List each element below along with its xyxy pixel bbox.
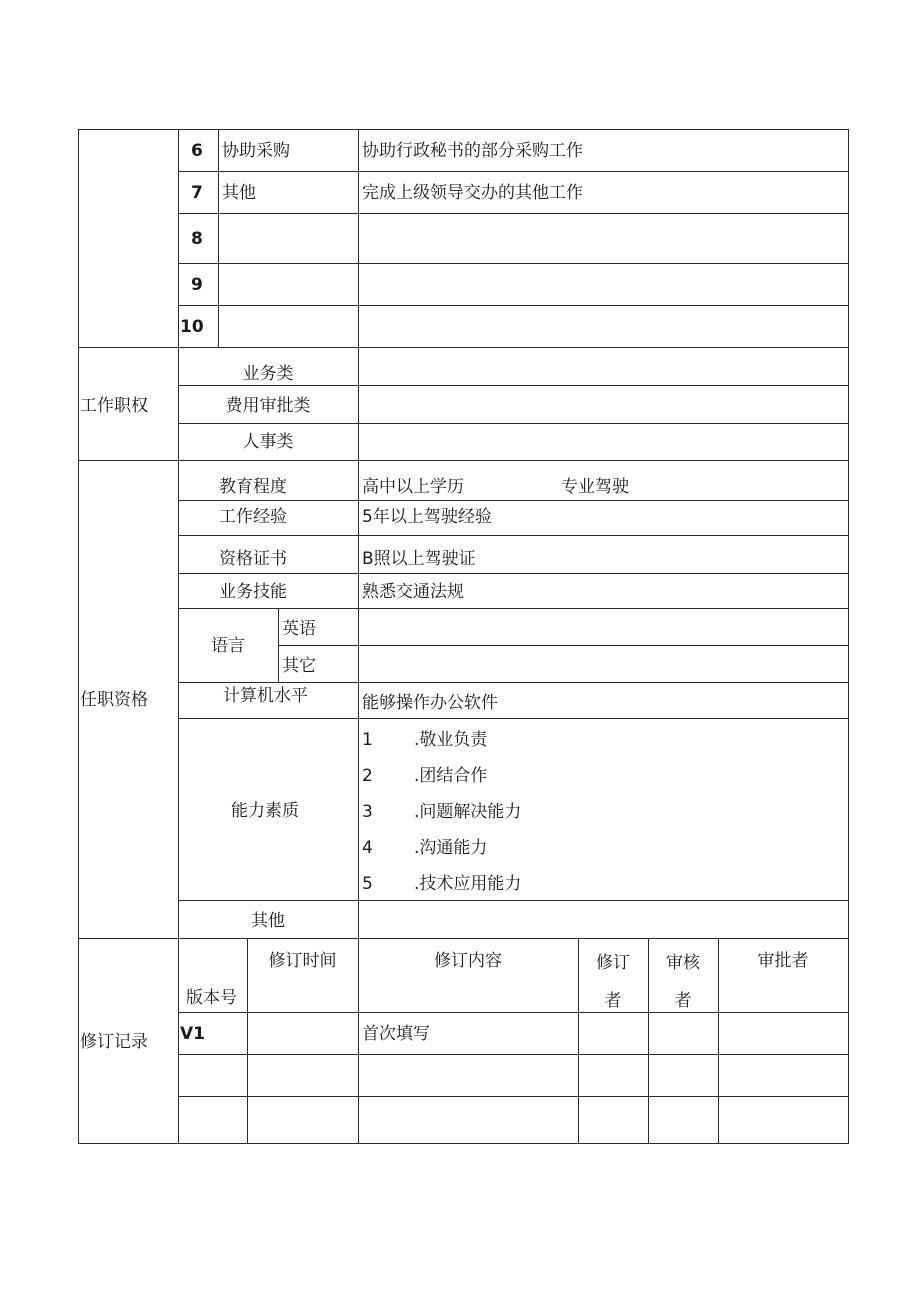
experience-label: 工作经验: [219, 507, 287, 527]
experience-value: 5年以上驾驶经验: [362, 507, 492, 527]
revision-header-version: 版本号: [186, 988, 237, 1008]
ability-number: 1: [362, 730, 373, 750]
major-value: 专业驾驶: [561, 477, 629, 497]
ability-text: .敬业负责: [414, 730, 488, 750]
computer-value: 能够操作办公软件: [362, 693, 498, 713]
qualification-section-label: 任职资格: [80, 690, 148, 710]
education-value: 高中以上学历: [362, 477, 464, 497]
revision-header-time: 修订时间: [268, 951, 337, 971]
duty-number: 8: [191, 229, 203, 249]
ability-text: .技术应用能力: [414, 874, 522, 894]
revision-header-reviser-2: 者: [604, 991, 622, 1011]
ability-number: 4: [362, 838, 373, 858]
ability-label: 能力素质: [231, 801, 299, 821]
duty-number: 6: [191, 141, 203, 161]
other-language-label: 其它: [282, 656, 316, 676]
english-label: 英语: [282, 619, 316, 639]
duty-name: 其他: [222, 183, 256, 203]
duty-number: 7: [191, 183, 203, 203]
ability-text: .沟通能力: [414, 838, 488, 858]
authority-personnel-label: 人事类: [242, 432, 294, 452]
revision-header-approver: 审批者: [757, 951, 809, 971]
skills-label: 业务技能: [219, 582, 287, 602]
authority-section-label: 工作职权: [80, 396, 148, 416]
authority-business-label: 业务类: [242, 364, 294, 384]
duty-number: 10: [180, 317, 204, 337]
ability-text: .团结合作: [414, 766, 488, 786]
duty-name: 协助采购: [222, 141, 290, 161]
authority-expense-label: 费用审批类: [225, 396, 311, 416]
revision-header-reviser: 修订: [596, 953, 630, 973]
ability-text: .问题解决能力: [414, 802, 522, 822]
revision-content: 首次填写: [362, 1024, 430, 1044]
duty-number: 9: [191, 275, 203, 295]
revision-header-reviewer: 审核: [666, 953, 700, 973]
certificate-label: 资格证书: [219, 549, 287, 569]
revision-header-content: 修订内容: [434, 951, 502, 971]
qualification-other-label: 其他: [251, 911, 285, 931]
language-label: 语言: [211, 636, 245, 656]
duty-description: 完成上级领导交办的其他工作: [362, 183, 583, 203]
ability-number: 5: [362, 874, 373, 894]
ability-number: 3: [362, 802, 373, 822]
revision-header-reviewer-2: 者: [674, 991, 692, 1011]
certificate-value: B照以上驾驶证: [362, 549, 476, 569]
ability-number: 2: [362, 766, 373, 786]
computer-label: 计算机水平: [223, 686, 308, 706]
duty-description: 协助行政秘书的部分采购工作: [362, 141, 583, 161]
revision-section-label: 修订记录: [80, 1032, 148, 1052]
education-label: 教育程度: [219, 477, 287, 497]
skills-value: 熟悉交通法规: [362, 582, 464, 602]
revision-version: V1: [180, 1024, 205, 1044]
